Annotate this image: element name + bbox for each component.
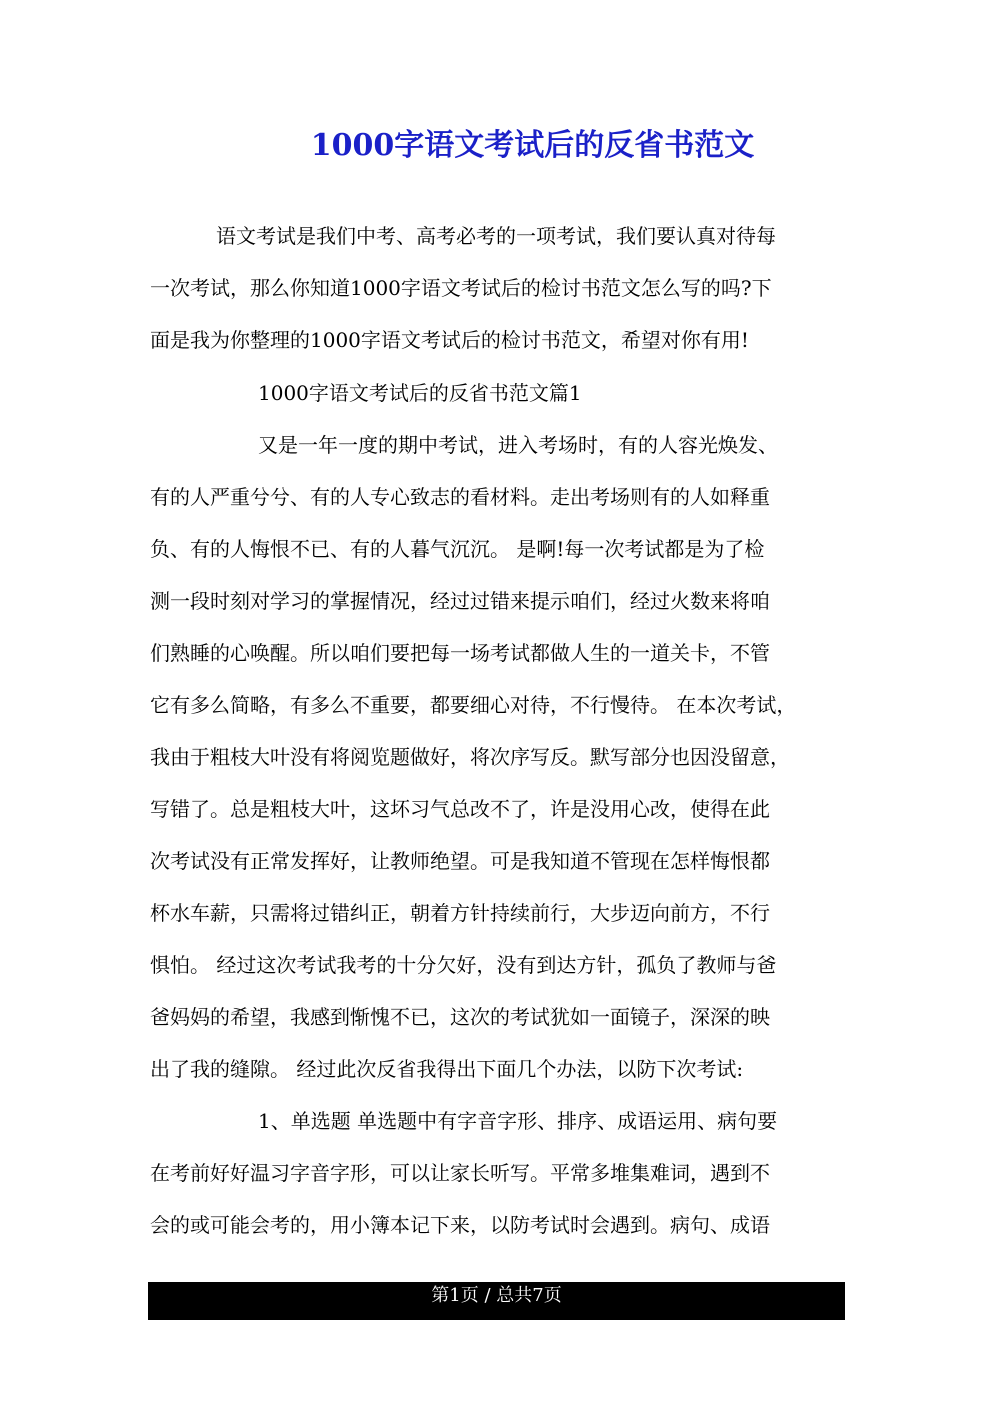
text-line: 写错了。总是粗枝大叶，这坏习气总改不了，许是没用心改，使得在此 <box>150 797 770 821</box>
page-footer <box>148 1282 845 1320</box>
text-line: 有的人严重兮兮、有的人专心致志的看材料。走出考场则有的人如释重 <box>150 485 770 509</box>
text-line: 测一段时刻对学习的掌握情况，经过过错来提示咱们，经过火数来将咱 <box>150 589 770 613</box>
text-line: 次考试没有正常发挥好，让教师绝望。可是我知道不管现在怎样悔恨都 <box>150 849 770 873</box>
text-line: 1、单选题 单选题中有字音字形、排序、成语运用、病句要 <box>258 1109 778 1133</box>
text-line: 会的或可能会考的，用小簿本记下来，以防考试时会遇到。病句、成语 <box>150 1213 770 1237</box>
text-line: 杯水车薪，只需将过错纠正，朝着方针持续前行，大步迈向前方，不行 <box>150 901 770 925</box>
text-line: 一次考试，那么你知道1000字语文考试后的检讨书范文怎么写的吗?下 <box>150 276 772 300</box>
text-line: 在考前好好温习字音字形，可以让家长听写。平常多堆集难词，遇到不 <box>150 1161 770 1185</box>
text-line: 我由于粗枝大叶没有将阅览题做好，将次序写反。默写部分也因没留意， <box>150 745 790 769</box>
text-line: 们熟睡的心唤醒。所以咱们要把每一场考试都做人生的一道关卡，不管 <box>150 641 770 665</box>
page-indicator: 第1页 / 总共7页 <box>431 1285 562 1306</box>
document-title: 1000字语文考试后的反省书范文 <box>310 128 755 163</box>
section-heading: 1000字语文考试后的反省书范文篇1 <box>258 381 582 405</box>
text-line: 惧怕。 经过这次考试我考的十分欠好，没有到达方针，孤负了教师与爸 <box>150 953 777 977</box>
text-line: 语文考试是我们中考、高考必考的一项考试，我们要认真对待每 <box>216 224 776 248</box>
text-line: 出了我的缝隙。 经过此次反省我得出下面几个办法，以防下次考试: <box>150 1057 744 1081</box>
text-line: 它有多么简略，有多么不重要，都要细心对待，不行慢待。 在本次考试， <box>150 693 797 717</box>
text-line: 面是我为你整理的1000字语文考试后的检讨书范文，希望对你有用! <box>150 328 749 352</box>
text-line: 爸妈妈的希望，我感到惭愧不已，这次的考试犹如一面镜子，深深的映 <box>150 1005 770 1029</box>
text-line: 负、有的人悔恨不已、有的人暮气沉沉。 是啊!每一次考试都是为了检 <box>150 537 765 561</box>
text-line: 又是一年一度的期中考试，进入考场时，有的人容光焕发、 <box>258 433 778 457</box>
